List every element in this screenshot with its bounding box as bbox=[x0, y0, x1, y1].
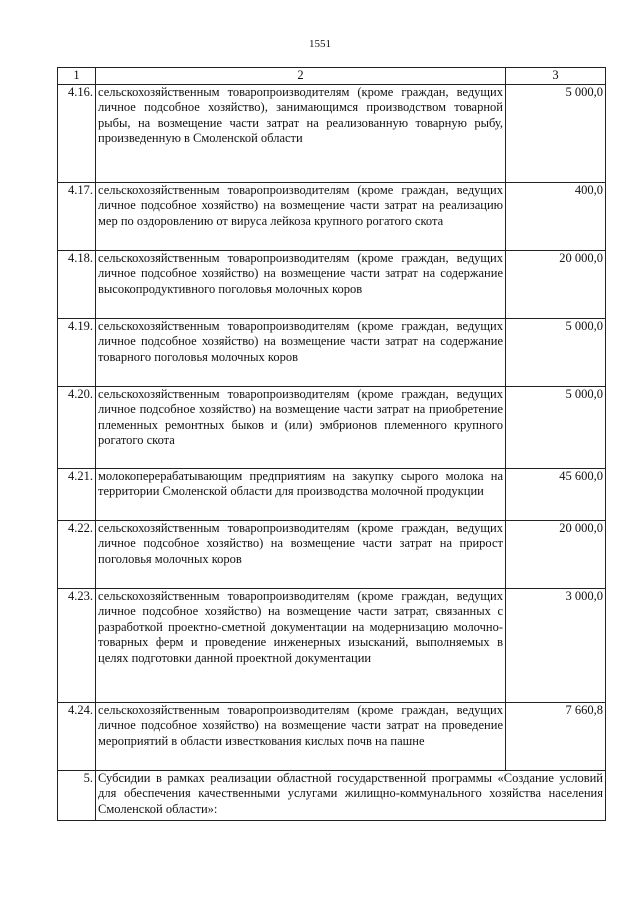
row-amount: 5 000,0 bbox=[506, 318, 606, 386]
column-header-amount: 3 bbox=[506, 68, 606, 85]
row-description: сельскохозяйственным товаропроизводителям (кроме граждан, ведущих личное подсобное хозяйство), занимающимся производством товарной рыбы, на возмещение части затрат на реализованную товарную рыбу, произведенную в Смоленской области bbox=[96, 84, 506, 182]
column-header-number: 1 bbox=[58, 68, 96, 85]
table-row bbox=[58, 468, 606, 520]
row-amount: 20 000,0 bbox=[506, 520, 606, 588]
row-description: сельскохозяйственным товаропроизводителям (кроме граждан, ведущих личное подсобное хозяйство) на возмещение части затрат на реализацию мер по оздоровлению от вируса лейкоза крупного рогатого скота bbox=[96, 182, 506, 250]
row-number: 4.24. bbox=[58, 702, 96, 770]
subsidy-table bbox=[57, 67, 606, 821]
row-description: сельскохозяйственным товаропроизводителям (кроме граждан, ведущих личное подсобное хозяйство) на возмещение части затрат на содержание высокопродуктивного поголовья молочных коров bbox=[96, 250, 506, 318]
row-amount: 45 600,0 bbox=[506, 468, 606, 520]
row-description: молокоперерабатывающим предприятиям на закупку сырого молока на территории Смоленской области для производства молочной продукции bbox=[96, 468, 506, 520]
row-number: 4.21. bbox=[58, 468, 96, 520]
row-amount: 400,0 bbox=[506, 182, 606, 250]
table-row bbox=[58, 588, 606, 702]
page-number: 1551 bbox=[309, 38, 331, 50]
row-number: 4.17. bbox=[58, 182, 96, 250]
row-number: 4.22. bbox=[58, 520, 96, 588]
table-row bbox=[58, 702, 606, 770]
column-header-description: 2 bbox=[96, 68, 506, 85]
row-description: сельскохозяйственным товаропроизводителям (кроме граждан, ведущих личное подсобное хозяйство) на возмещение части затрат на содержание товарного поголовья молочных коров bbox=[96, 318, 506, 386]
table-row bbox=[58, 386, 606, 468]
table-row bbox=[58, 770, 606, 820]
row-number: 4.19. bbox=[58, 318, 96, 386]
table-row bbox=[58, 84, 606, 182]
row-description: сельскохозяйственным товаропроизводителям (кроме граждан, ведущих личное подсобное хозяйство) на возмещение части затрат, связанных с разработкой проектно-сметной документации на модернизацию молочно-товарных ферм и проведение инженерных изысканий, выполняемых в целях подготовки данной проектной документации bbox=[96, 588, 506, 702]
row-description: сельскохозяйственным товаропроизводителям (кроме граждан, ведущих личное подсобное хозяйство) на возмещение части затрат на проведение мероприятий в области известкования кислых почв на пашне bbox=[96, 702, 506, 770]
row-number: 4.23. bbox=[58, 588, 96, 702]
table-header-row bbox=[58, 68, 606, 85]
row-amount: 3 000,0 bbox=[506, 588, 606, 702]
row-description: сельскохозяйственным товаропроизводителям (кроме граждан, ведущих личное подсобное хозяйство) на возмещение части затрат на прирост поголовья молочных коров bbox=[96, 520, 506, 588]
row-amount: 7 660,8 bbox=[506, 702, 606, 770]
table-row bbox=[58, 250, 606, 318]
row-number: 5. bbox=[58, 770, 96, 820]
table-row bbox=[58, 520, 606, 588]
row-description: сельскохозяйственным товаропроизводителям (кроме граждан, ведущих личное подсобное хозяйство) на возмещение части затрат на приобретение племенных ремонтных быков и (или) эмбрионов племенного крупного рогатого скота bbox=[96, 386, 506, 468]
row-number: 4.16. bbox=[58, 84, 96, 182]
row-description: Субсидии в рамках реализации областной государственной программы «Создание условий для обеспечения качественными услугами жилищно-коммунального хозяйства населения Смоленской области»: bbox=[96, 770, 606, 820]
row-amount: 5 000,0 bbox=[506, 386, 606, 468]
row-number: 4.20. bbox=[58, 386, 96, 468]
row-amount: 5 000,0 bbox=[506, 84, 606, 182]
table-row bbox=[58, 182, 606, 250]
table-row bbox=[58, 318, 606, 386]
row-number: 4.18. bbox=[58, 250, 96, 318]
row-amount: 20 000,0 bbox=[506, 250, 606, 318]
